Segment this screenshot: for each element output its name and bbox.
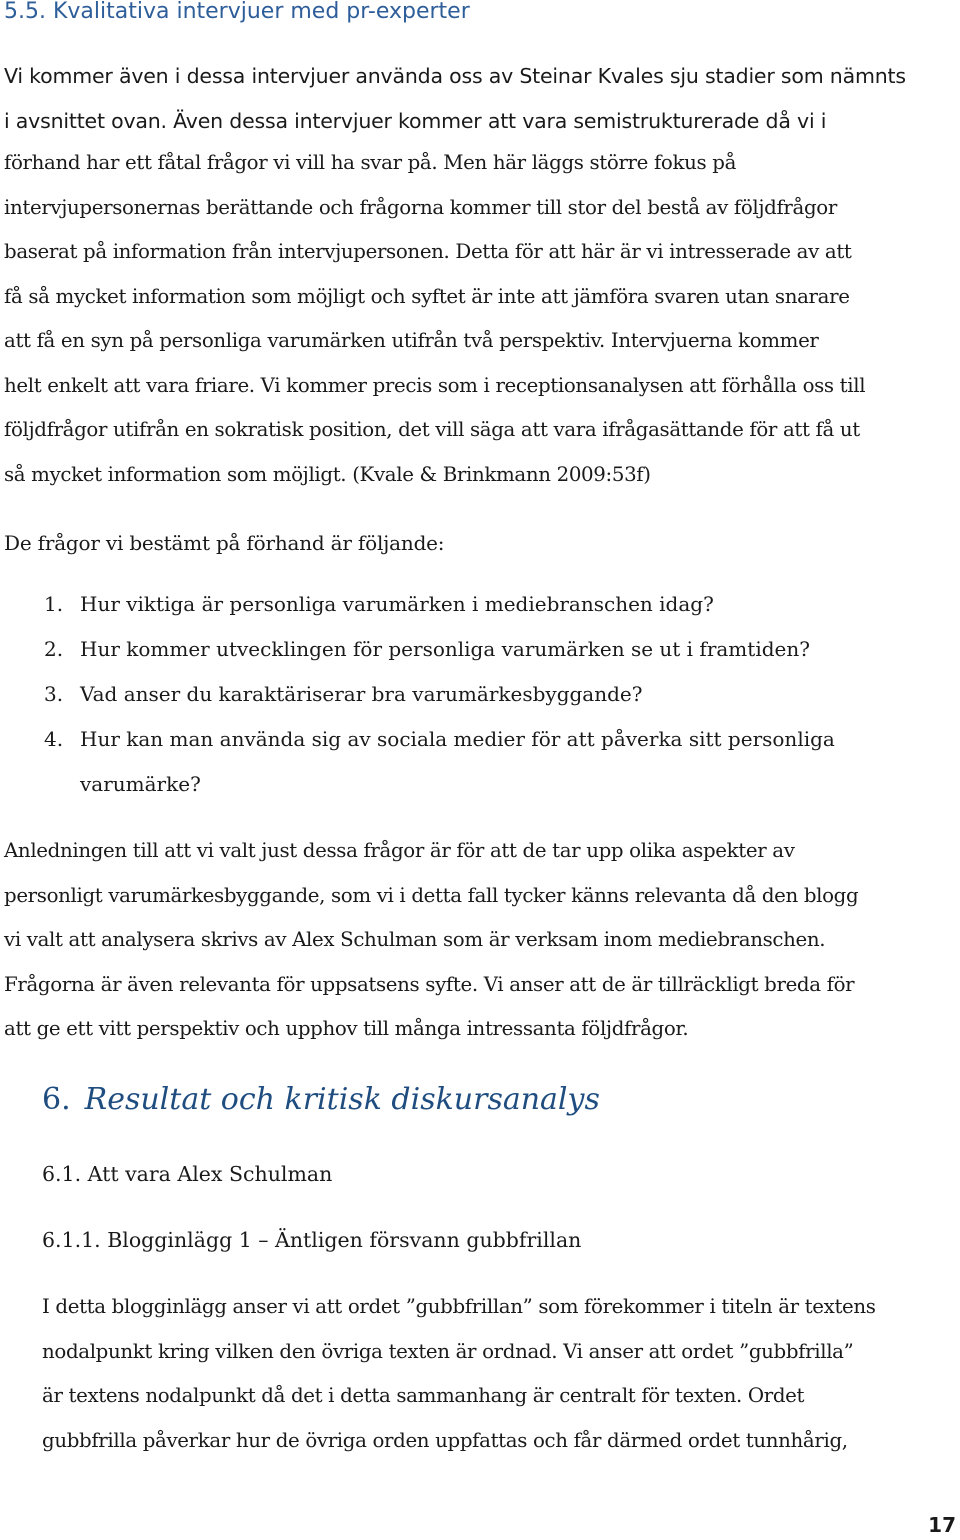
list-text: Hur kommer utvecklingen för personliga varumärken se ut i framtiden?: [80, 637, 810, 661]
list-item: [4, 717, 835, 807]
list-item: [4, 672, 835, 717]
page-number: 17: [928, 1513, 956, 1537]
text-line: följdfrågor utifrån en sokratisk position, det vill säga att vara ifrågasättande för att få ut: [4, 418, 860, 441]
text-line: få så mycket information som möjligt och syftet är inte att jämföra svaren utan snarare: [4, 284, 850, 308]
text-line: i avsnittet ovan. Även dessa intervjuer kommer att vara semistrukturerade då vi i: [4, 108, 827, 133]
text-line: Vi kommer även i dessa intervjuer använda oss av Steinar Kvales sju stadier som nämnts: [4, 64, 906, 88]
section-heading: 5.5. Kvalitativa intervjuer med pr-experter: [4, 0, 470, 24]
chapter-number: 6.: [42, 1082, 71, 1117]
questions-lead: De frågor vi bestämt på förhand är följande:: [4, 531, 445, 555]
list-item: [4, 582, 835, 627]
intro-paragraph: [4, 54, 960, 143]
list-number: 2.: [44, 637, 64, 661]
text-line: är textens nodalpunkt då det i detta sammanhang är centralt för texten. Ordet: [42, 1384, 805, 1407]
method-paragraph: [4, 141, 954, 497]
blog-analysis-paragraph: [42, 1285, 957, 1463]
text-line: baserat på information från intervjupersonen. Detta för att här är vi intresserade av att: [4, 240, 852, 263]
text-line: I detta blogginlägg anser vi att ordet ”gubbfrillan” som förekommer i titeln är textens: [42, 1295, 876, 1318]
list-item: [4, 627, 835, 672]
list-number: 1.: [44, 592, 64, 616]
text-line: förhand har ett fåtal frågor vi vill ha svar på. Men här läggs större fokus på: [4, 151, 737, 174]
chapter-heading: [42, 1075, 600, 1125]
text-line: personligt varumärkesbyggande, som vi i detta fall tycker känns relevanta då den blogg: [4, 883, 859, 907]
text-line: så mycket information som möjligt. (Kvale & Brinkmann 2009:53f): [4, 462, 651, 486]
list-text: Hur viktiga är personliga varumärken i mediebranschen idag?: [80, 592, 714, 616]
list-text: Hur kan man använda sig av sociala medier för att påverka sitt personliga: [80, 727, 835, 751]
text-line: helt enkelt att vara friare. Vi kommer precis som i receptionsanalysen att förhålla oss till: [4, 373, 866, 397]
text-line: att ge ett vitt perspektiv och upphov till många intressanta följdfrågor.: [4, 1017, 689, 1040]
subsubsection-heading: 6.1.1. Blogginlägg 1 – Äntligen försvann gubbfrillan: [42, 1228, 582, 1252]
text-line: att få en syn på personliga varumärken utifrån två perspektiv. Intervjuerna kommer: [4, 329, 819, 352]
text-line: nodalpunkt kring vilken den övriga texten är ordnad. Vi anser att ordet ”gubbfrilla”: [42, 1339, 854, 1363]
list-text-continued: varumärke?: [80, 772, 201, 796]
rationale-paragraph: [4, 829, 954, 1052]
subsection-heading: 6.1. Att vara Alex Schulman: [42, 1162, 333, 1186]
question-list: [4, 582, 835, 807]
text-line: Frågorna är även relevanta för uppsatsens syfte. Vi anser att de är tillräckligt breda för: [4, 972, 855, 996]
text-line: Anledningen till att vi valt just dessa frågor är för att de tar upp olika aspekter av: [4, 839, 795, 862]
list-number: 3.: [44, 682, 64, 706]
text-line: vi valt att analysera skrivs av Alex Schulman som är verksam inom mediebranschen.: [4, 928, 826, 951]
list-text: Vad anser du karaktäriserar bra varumärkesbyggande?: [80, 682, 643, 706]
list-number: 4.: [44, 727, 64, 751]
chapter-title: Resultat och kritisk diskursanalys: [84, 1082, 600, 1117]
text-line: intervjupersonernas berättande och frågorna kommer till stor del bestå av följdfrågor: [4, 195, 837, 219]
text-line: gubbfrilla påverkar hur de övriga orden uppfattas och får därmed ordet tunnhårig,: [42, 1428, 848, 1452]
